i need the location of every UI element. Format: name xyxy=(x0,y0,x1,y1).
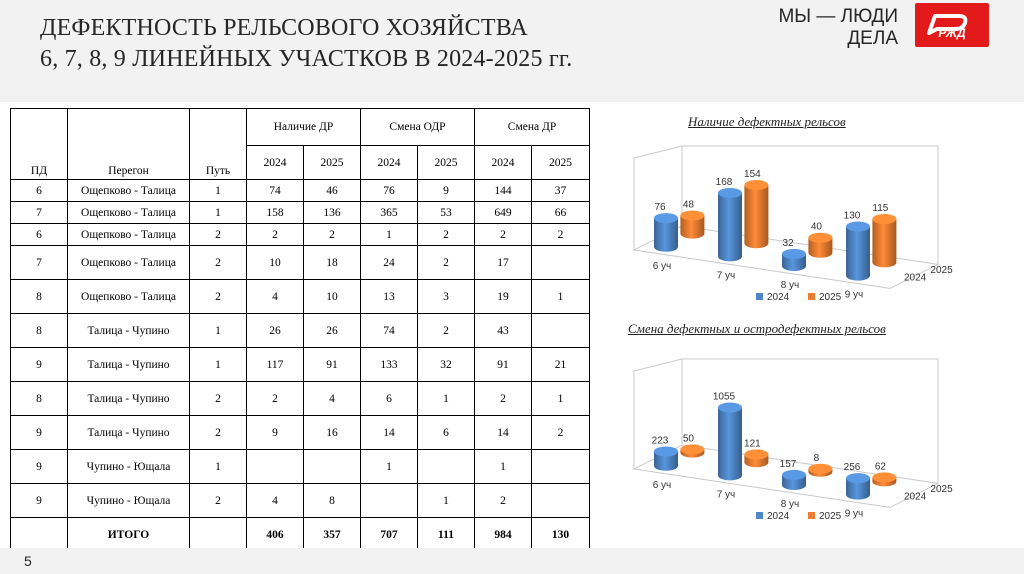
slogan-line-1: МЫ — ЛЮДИ xyxy=(778,6,898,27)
data-label: 8 xyxy=(813,452,820,464)
category-label: 6 уч xyxy=(652,479,672,491)
bar-2024-top xyxy=(846,221,870,231)
table-cell: 91 xyxy=(475,348,532,382)
data-label: 32 xyxy=(782,237,794,249)
table-cell: 1 xyxy=(190,348,247,382)
table-cell: 37 xyxy=(532,180,590,202)
table-cell xyxy=(532,484,590,518)
table-cell: 1 xyxy=(361,224,418,246)
table-cell: 365 xyxy=(361,202,418,224)
legend-swatch-2024 xyxy=(756,293,763,300)
header-year: 2024 xyxy=(247,146,304,180)
logo-text: РЖД xyxy=(938,26,966,40)
legend-label: 2025 xyxy=(819,511,842,522)
depth-label: 2025 xyxy=(930,484,953,496)
table-cell: 7 xyxy=(11,246,68,280)
bar-2024-body xyxy=(846,226,870,280)
data-label: 121 xyxy=(744,438,761,450)
bar-2024-top xyxy=(718,403,742,413)
bar-2025-top xyxy=(872,472,896,482)
table-cell: 2 xyxy=(247,382,304,416)
data-label: 154 xyxy=(744,169,761,181)
table-cell: 8 xyxy=(304,484,361,518)
table-cell: 158 xyxy=(247,202,304,224)
header-track: Путь xyxy=(190,109,247,180)
header-year: 2024 xyxy=(361,146,418,180)
table-row xyxy=(11,484,590,518)
table-cell: 1 xyxy=(418,382,475,416)
legend-label: 2024 xyxy=(767,292,790,303)
data-label: 157 xyxy=(779,458,797,470)
page-number: 5 xyxy=(24,553,32,569)
table-cell: 1 xyxy=(190,450,247,484)
table-row xyxy=(11,246,590,280)
bar-2024 xyxy=(782,249,806,271)
table-cell: 136 xyxy=(304,202,361,224)
table-cell: Ощепково - Талица xyxy=(68,224,190,246)
table-cell: 4 xyxy=(247,280,304,314)
table-cell: 144 xyxy=(475,180,532,202)
slogan xyxy=(778,6,898,50)
table-cell: 66 xyxy=(532,202,590,224)
rzd-logo xyxy=(915,3,989,47)
table-cell: 9 xyxy=(247,416,304,450)
data-label: 223 xyxy=(651,435,669,447)
bar-2025 xyxy=(808,233,832,258)
bar-2025 xyxy=(872,472,896,486)
table-cell: Ощепково - Талица xyxy=(68,202,190,224)
data-label: 62 xyxy=(874,461,886,473)
category-label: 9 уч xyxy=(844,508,864,520)
table-row xyxy=(11,314,590,348)
table-cell: 46 xyxy=(304,180,361,202)
category-label: 6 уч xyxy=(652,260,672,272)
table-cell: 2 xyxy=(475,224,532,246)
table-cell: 7 xyxy=(11,202,68,224)
table-cell: 19 xyxy=(475,280,532,314)
title-line-2: 6, 7, 8, 9 ЛИНЕЙНЫХ УЧАСТКОВ В 2024-2025 гг. xyxy=(40,46,573,72)
data-label: 256 xyxy=(843,462,861,474)
table-cell: 2 xyxy=(532,224,590,246)
table-cell: 1 xyxy=(475,450,532,484)
table-cell: 43 xyxy=(475,314,532,348)
table-cell: 133 xyxy=(361,348,418,382)
table-row xyxy=(11,202,590,224)
table-row xyxy=(11,180,590,202)
table-cell: 2 xyxy=(418,246,475,280)
table-cell xyxy=(532,450,590,484)
table-cell: 13 xyxy=(361,280,418,314)
table-cell: 53 xyxy=(418,202,475,224)
table-cell: 1 xyxy=(190,180,247,202)
bar-2025-top xyxy=(808,233,832,243)
table-cell: 117 xyxy=(247,348,304,382)
bar-2024 xyxy=(846,221,870,280)
defects-table xyxy=(10,108,590,552)
table-cell: 26 xyxy=(247,314,304,348)
table-cell: 1 xyxy=(361,450,418,484)
bar-2025-top xyxy=(744,180,768,190)
table-cell: 2 xyxy=(475,484,532,518)
chart-defect-rails xyxy=(620,132,992,310)
table-cell: 2 xyxy=(190,224,247,246)
table-cell: 74 xyxy=(361,314,418,348)
table-cell: 1 xyxy=(190,314,247,348)
bar-2024 xyxy=(718,403,742,481)
table-cell: 76 xyxy=(361,180,418,202)
bar-2025-body xyxy=(872,219,896,267)
bar-2024-body xyxy=(654,218,678,252)
bar-2024-body xyxy=(718,193,742,261)
data-label: 40 xyxy=(810,221,822,233)
table-cell: 74 xyxy=(247,180,304,202)
table-header-row-1 xyxy=(11,109,590,146)
table-cell: Чупино - Ющала xyxy=(68,484,190,518)
bar-2024-top xyxy=(654,446,678,456)
table-cell: 21 xyxy=(532,348,590,382)
table-cell: 9 xyxy=(418,180,475,202)
header-group-acute-replace: Смена ОДР xyxy=(361,109,475,146)
table-cell xyxy=(418,450,475,484)
table-cell: Талица - Чупино xyxy=(68,416,190,450)
depth-label: 2025 xyxy=(930,265,953,277)
data-label: 168 xyxy=(715,176,733,188)
bar-2025-top xyxy=(680,210,704,220)
table-cell: 9 xyxy=(11,416,68,450)
table-cell: 9 xyxy=(11,450,68,484)
bar-2024-body xyxy=(718,408,742,481)
table-total-row xyxy=(11,518,590,552)
table-cell: 2 xyxy=(190,246,247,280)
total-cell: 111 xyxy=(418,518,475,552)
table-cell: 2 xyxy=(190,382,247,416)
legend-label: 2024 xyxy=(767,511,790,522)
header-year: 2025 xyxy=(304,146,361,180)
table-cell: 10 xyxy=(247,246,304,280)
table-cell: 17 xyxy=(475,246,532,280)
bar-2024 xyxy=(654,213,678,252)
table-cell: Ощепково - Талица xyxy=(68,246,190,280)
table-cell: 6 xyxy=(11,224,68,246)
table-cell: 14 xyxy=(361,416,418,450)
table-cell: 91 xyxy=(304,348,361,382)
bar-2024-top xyxy=(782,249,806,259)
bar-2024-top xyxy=(718,188,742,198)
total-cell: 357 xyxy=(304,518,361,552)
bar-2025-body xyxy=(744,185,768,248)
table-cell: 24 xyxy=(361,246,418,280)
table-cell xyxy=(532,246,590,280)
header-pd: ПД xyxy=(11,109,68,180)
table-cell: 8 xyxy=(11,280,68,314)
rzd-logo-icon xyxy=(915,3,989,47)
table-cell: 4 xyxy=(304,382,361,416)
header-group-defect-rails: Наличие ДР xyxy=(247,109,361,146)
bar-2024 xyxy=(654,446,678,470)
chart1-title: Наличие дефектных рельсов xyxy=(688,114,846,129)
legend-swatch-2025 xyxy=(808,293,815,300)
table-cell: 16 xyxy=(304,416,361,450)
table-cell: 2 xyxy=(190,280,247,314)
bar-2025 xyxy=(872,214,896,267)
chart-rail-replacement xyxy=(620,345,992,529)
depth-label: 2024 xyxy=(904,272,927,284)
table-cell: 649 xyxy=(475,202,532,224)
table-cell: 2 xyxy=(247,224,304,246)
header-group-defect-replace: Смена ДР xyxy=(475,109,590,146)
table-cell xyxy=(361,484,418,518)
table-cell: 2 xyxy=(418,314,475,348)
table-cell: 2 xyxy=(304,224,361,246)
bar-2025 xyxy=(808,464,832,477)
table-cell xyxy=(247,450,304,484)
total-cell: 984 xyxy=(475,518,532,552)
table-cell: Ощепково - Талица xyxy=(68,280,190,314)
bar-2024-top xyxy=(654,213,678,223)
category-label: 7 уч xyxy=(716,489,736,501)
table-cell: 2 xyxy=(190,484,247,518)
bar-2024-top xyxy=(846,473,870,483)
legend-swatch-2024 xyxy=(756,512,763,519)
depth-label: 2024 xyxy=(904,491,927,503)
bar-2025-top xyxy=(680,444,704,454)
table-cell: Ощепково - Талица xyxy=(68,180,190,202)
header-segment: Перегон xyxy=(68,109,190,180)
bar-2025-top xyxy=(744,449,768,459)
table-cell: 1 xyxy=(532,280,590,314)
data-label: 48 xyxy=(682,199,694,211)
table-cell: 32 xyxy=(418,348,475,382)
table-cell: 6 xyxy=(418,416,475,450)
category-label: 7 уч xyxy=(716,270,736,282)
chart2-title: Смена дефектных и остродефектных рельсов xyxy=(628,321,886,336)
total-cell: 130 xyxy=(532,518,590,552)
table-cell: 14 xyxy=(475,416,532,450)
bar-2025 xyxy=(680,444,704,457)
category-label: 8 уч xyxy=(780,280,800,291)
bar-2025-top xyxy=(872,214,896,224)
data-label: 76 xyxy=(654,202,666,214)
bar-2025-top xyxy=(808,464,832,474)
legend-label: 2025 xyxy=(819,292,842,303)
header-year: 2025 xyxy=(418,146,475,180)
table-cell: 2 xyxy=(475,382,532,416)
data-label: 50 xyxy=(682,433,694,445)
footer-band xyxy=(0,548,1024,574)
table-cell xyxy=(532,314,590,348)
bar-2024-top xyxy=(782,470,806,480)
table-cell: 6 xyxy=(11,180,68,202)
data-label: 130 xyxy=(843,210,861,222)
bar-2024 xyxy=(846,473,870,499)
header-year: 2024 xyxy=(475,146,532,180)
table-row xyxy=(11,224,590,246)
slogan-line-2: ДЕЛА xyxy=(847,28,898,49)
table-cell: Талица - Чупино xyxy=(68,348,190,382)
bar-2024 xyxy=(718,188,742,261)
data-label: 115 xyxy=(872,202,889,214)
table-row xyxy=(11,348,590,382)
total-cell xyxy=(11,518,68,552)
table-row xyxy=(11,450,590,484)
bar-2025 xyxy=(744,449,768,467)
table-cell: 8 xyxy=(11,382,68,416)
bar-2024 xyxy=(782,470,806,490)
table-cell: 9 xyxy=(11,348,68,382)
table-body xyxy=(11,180,590,552)
total-cell: 707 xyxy=(361,518,418,552)
total-cell: 406 xyxy=(247,518,304,552)
table-cell: 2 xyxy=(418,224,475,246)
table-row xyxy=(11,280,590,314)
table-cell: Талица - Чупино xyxy=(68,314,190,348)
page-title xyxy=(40,13,572,75)
total-cell xyxy=(190,518,247,552)
table-cell: 10 xyxy=(304,280,361,314)
bar-2025 xyxy=(680,210,704,238)
table-cell: Талица - Чупино xyxy=(68,382,190,416)
table-cell: 18 xyxy=(304,246,361,280)
table-cell: 1 xyxy=(418,484,475,518)
table-cell: 1 xyxy=(532,382,590,416)
table-cell: Чупино - Ющала xyxy=(68,450,190,484)
table-cell: 9 xyxy=(11,484,68,518)
table-cell: 2 xyxy=(532,416,590,450)
table-cell: 6 xyxy=(361,382,418,416)
data-label: 1055 xyxy=(712,391,736,403)
table-cell xyxy=(304,450,361,484)
header-year: 2025 xyxy=(532,146,590,180)
table-cell: 3 xyxy=(418,280,475,314)
category-label: 8 уч xyxy=(780,499,800,510)
table-cell: 26 xyxy=(304,314,361,348)
table-cell: 8 xyxy=(11,314,68,348)
table-row xyxy=(11,416,590,450)
legend-swatch-2025 xyxy=(808,512,815,519)
table-cell: 2 xyxy=(190,416,247,450)
category-label: 9 уч xyxy=(844,289,864,301)
total-cell: ИТОГО xyxy=(68,518,190,552)
chart-legend xyxy=(756,511,842,522)
table-cell: 4 xyxy=(247,484,304,518)
table-cell: 1 xyxy=(190,202,247,224)
bar-2025 xyxy=(744,180,768,248)
title-line-1: ДЕФЕКТНОСТЬ РЕЛЬСОВОГО ХОЗЯЙСТВА xyxy=(40,15,528,41)
table-row xyxy=(11,382,590,416)
chart-legend xyxy=(756,292,842,303)
